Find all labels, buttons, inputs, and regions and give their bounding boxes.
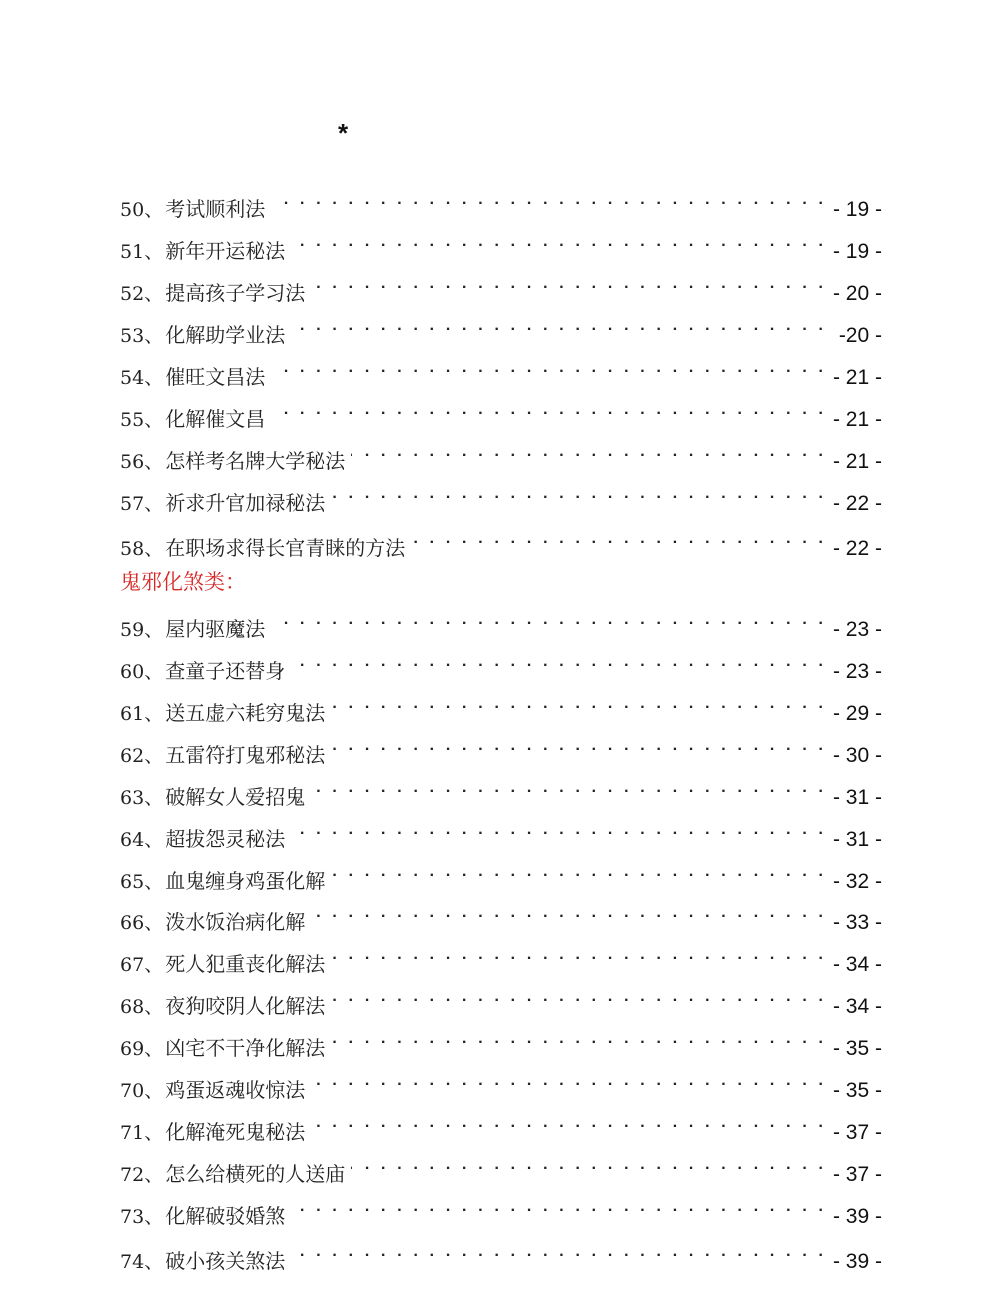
toc-entry[interactable] bbox=[120, 1065, 882, 1102]
toc-entry[interactable] bbox=[120, 981, 882, 1018]
entry-title: 五雷符打鬼邪秘法 bbox=[165, 743, 326, 767]
entry-title: 化解催文昌 bbox=[165, 407, 266, 431]
dot-leader bbox=[331, 939, 824, 971]
entry-page-number: - 19 - bbox=[832, 198, 882, 221]
dot-leader bbox=[331, 478, 824, 510]
entry-separator: 、 bbox=[144, 871, 164, 893]
entry-page-number: -20 - bbox=[838, 324, 882, 347]
dot-leader bbox=[271, 394, 824, 426]
entry-number: 54 bbox=[120, 367, 145, 389]
entry-title: 查童子还替身 bbox=[165, 659, 286, 683]
dot-leader bbox=[271, 604, 824, 636]
entry-number: 59 bbox=[120, 619, 145, 641]
toc-entry[interactable] bbox=[120, 1149, 882, 1186]
entry-page-number: - 21 - bbox=[832, 366, 882, 389]
entry-number: 70 bbox=[120, 1080, 145, 1102]
entry-title: 考试顺利法 bbox=[165, 197, 266, 221]
toc-entry[interactable] bbox=[120, 394, 882, 431]
dot-leader bbox=[291, 226, 824, 258]
entry-separator: 、 bbox=[144, 619, 164, 641]
entry-title: 在职场求得长官青睐的方法 bbox=[165, 536, 406, 560]
dot-leader bbox=[311, 268, 824, 300]
toc-entry[interactable] bbox=[120, 646, 882, 683]
dot-leader bbox=[311, 897, 824, 929]
entry-page-number: - 35 - bbox=[832, 1079, 882, 1102]
section-heading: 鬼邪化煞类： bbox=[120, 570, 246, 594]
entry-number: 50 bbox=[120, 199, 145, 221]
entry-separator: 、 bbox=[144, 996, 164, 1018]
entry-number: 51 bbox=[120, 241, 145, 263]
dot-leader bbox=[351, 1149, 824, 1181]
toc-entry[interactable] bbox=[120, 478, 882, 515]
entry-number: 52 bbox=[120, 283, 145, 305]
dot-leader bbox=[331, 688, 824, 720]
dot-leader bbox=[311, 772, 824, 804]
entry-separator: 、 bbox=[144, 325, 164, 347]
toc-entry[interactable] bbox=[120, 268, 882, 305]
entry-separator: 、 bbox=[144, 493, 164, 515]
entry-separator: 、 bbox=[144, 745, 164, 767]
entry-page-number: - 20 - bbox=[832, 282, 882, 305]
entry-page-number: - 37 - bbox=[832, 1121, 882, 1144]
toc-entry[interactable] bbox=[120, 730, 882, 767]
entry-page-number: - 33 - bbox=[832, 911, 882, 934]
entry-page-number: - 22 - bbox=[832, 492, 882, 515]
entry-number: 74 bbox=[120, 1251, 145, 1273]
entry-separator: 、 bbox=[144, 538, 164, 560]
entry-title: 提高孩子学习法 bbox=[165, 281, 306, 305]
entry-number: 53 bbox=[120, 325, 145, 347]
entry-number: 60 bbox=[120, 661, 145, 683]
entry-number: 68 bbox=[120, 996, 145, 1018]
dot-leader bbox=[331, 1023, 824, 1055]
entry-page-number: - 19 - bbox=[832, 240, 882, 263]
dot-leader bbox=[311, 1107, 824, 1139]
entry-separator: 、 bbox=[144, 661, 164, 683]
asterisk-mark: * bbox=[338, 118, 349, 148]
entry-title: 化解淹死鬼秘法 bbox=[165, 1120, 306, 1144]
entry-separator: 、 bbox=[144, 1206, 164, 1228]
entry-page-number: - 37 - bbox=[832, 1163, 882, 1186]
dot-leader bbox=[411, 523, 824, 555]
entry-number: 57 bbox=[120, 493, 145, 515]
entry-number: 63 bbox=[120, 787, 145, 809]
toc-entry[interactable] bbox=[120, 772, 882, 809]
dot-leader bbox=[271, 352, 824, 384]
toc-entry[interactable] bbox=[120, 352, 882, 389]
entry-separator: 、 bbox=[144, 199, 164, 221]
dot-leader bbox=[311, 1065, 824, 1097]
dot-leader bbox=[351, 436, 824, 468]
entry-separator: 、 bbox=[144, 1164, 164, 1186]
entry-page-number: - 31 - bbox=[832, 786, 882, 809]
dot-leader bbox=[291, 1236, 824, 1268]
toc-entry[interactable] bbox=[120, 897, 882, 934]
toc-entry[interactable] bbox=[120, 184, 882, 221]
entry-separator: 、 bbox=[144, 409, 164, 431]
entry-title: 怎么给横死的人送庙 bbox=[165, 1162, 346, 1186]
toc-entry[interactable] bbox=[120, 1236, 882, 1273]
entry-page-number: - 21 - bbox=[832, 450, 882, 473]
entry-page-number: - 35 - bbox=[832, 1037, 882, 1060]
entry-page-number: - 22 - bbox=[832, 537, 882, 560]
toc-entry[interactable] bbox=[120, 226, 882, 263]
entry-number: 58 bbox=[120, 538, 145, 560]
entry-page-number: - 34 - bbox=[832, 953, 882, 976]
dot-leader bbox=[271, 184, 824, 216]
entry-separator: 、 bbox=[144, 1122, 164, 1144]
entry-separator: 、 bbox=[144, 703, 164, 725]
entry-page-number: - 39 - bbox=[832, 1250, 882, 1273]
entry-number: 61 bbox=[120, 703, 145, 725]
entry-number: 66 bbox=[120, 912, 145, 934]
dot-leader bbox=[291, 310, 824, 342]
toc-entry[interactable] bbox=[120, 814, 882, 851]
entry-title: 死人犯重丧化解法 bbox=[165, 952, 326, 976]
dot-leader bbox=[331, 856, 824, 888]
entry-separator: 、 bbox=[144, 367, 164, 389]
toc-entry[interactable] bbox=[120, 604, 882, 641]
entry-number: 73 bbox=[120, 1206, 145, 1228]
entry-title: 送五虚六耗穷鬼法 bbox=[165, 701, 326, 725]
entry-separator: 、 bbox=[144, 829, 164, 851]
entry-separator: 、 bbox=[144, 912, 164, 934]
entry-title: 新年开运秘法 bbox=[165, 239, 286, 263]
entry-page-number: - 39 - bbox=[832, 1205, 882, 1228]
entry-title: 超拔怨灵秘法 bbox=[165, 827, 286, 851]
entry-title: 凶宅不干净化解法 bbox=[165, 1036, 326, 1060]
entry-title: 破小孩关煞法 bbox=[165, 1249, 286, 1273]
entry-separator: 、 bbox=[144, 1038, 164, 1060]
entry-separator: 、 bbox=[144, 241, 164, 263]
entry-page-number: - 32 - bbox=[832, 870, 882, 893]
entry-page-number: - 30 - bbox=[832, 744, 882, 767]
toc-entry[interactable] bbox=[120, 436, 882, 473]
entry-number: 64 bbox=[120, 829, 145, 851]
toc-entry[interactable] bbox=[120, 688, 882, 725]
entry-title: 化解助学业法 bbox=[165, 323, 286, 347]
entry-separator: 、 bbox=[144, 283, 164, 305]
dot-leader bbox=[291, 1191, 824, 1223]
entry-page-number: - 23 - bbox=[832, 618, 882, 641]
toc-entry[interactable] bbox=[120, 1191, 882, 1228]
entry-number: 71 bbox=[120, 1122, 145, 1144]
entry-page-number: - 29 - bbox=[832, 702, 882, 725]
entry-page-number: - 34 - bbox=[832, 995, 882, 1018]
toc-entry[interactable] bbox=[120, 856, 882, 893]
entry-separator: 、 bbox=[144, 1251, 164, 1273]
entry-separator: 、 bbox=[144, 954, 164, 976]
toc-entry[interactable] bbox=[120, 310, 882, 347]
entry-separator: 、 bbox=[144, 1080, 164, 1102]
entry-title: 泼水饭治病化解 bbox=[165, 910, 306, 934]
entry-number: 56 bbox=[120, 451, 145, 473]
dot-leader bbox=[291, 814, 824, 846]
entry-separator: 、 bbox=[144, 451, 164, 473]
dot-leader bbox=[291, 646, 824, 678]
toc-entry[interactable] bbox=[120, 1023, 882, 1060]
dot-leader bbox=[331, 981, 824, 1013]
entry-title: 催旺文昌法 bbox=[165, 365, 266, 389]
entry-page-number: - 31 - bbox=[832, 828, 882, 851]
entry-number: 62 bbox=[120, 745, 145, 767]
entry-number: 55 bbox=[120, 409, 145, 431]
entry-number: 69 bbox=[120, 1038, 145, 1060]
entry-title: 屋内驱魔法 bbox=[165, 617, 266, 641]
entry-number: 67 bbox=[120, 954, 145, 976]
entry-title: 破解女人爱招鬼 bbox=[165, 785, 306, 809]
toc-entry[interactable] bbox=[120, 939, 882, 976]
entry-number: 65 bbox=[120, 871, 145, 893]
toc-entry[interactable] bbox=[120, 1107, 882, 1144]
entry-title: 祈求升官加禄秘法 bbox=[165, 491, 326, 515]
entry-title: 化解破驳婚煞 bbox=[165, 1204, 286, 1228]
entry-page-number: - 21 - bbox=[832, 408, 882, 431]
entry-number: 72 bbox=[120, 1164, 145, 1186]
entry-title: 血鬼缠身鸡蛋化解 bbox=[165, 869, 326, 893]
entry-title: 怎样考名牌大学秘法 bbox=[165, 449, 346, 473]
entry-title: 夜狗咬阴人化解法 bbox=[165, 994, 326, 1018]
entry-page-number: - 23 - bbox=[832, 660, 882, 683]
dot-leader bbox=[331, 730, 824, 762]
entry-separator: 、 bbox=[144, 787, 164, 809]
entry-title: 鸡蛋返魂收惊法 bbox=[165, 1078, 306, 1102]
toc-entry[interactable] bbox=[120, 523, 882, 560]
